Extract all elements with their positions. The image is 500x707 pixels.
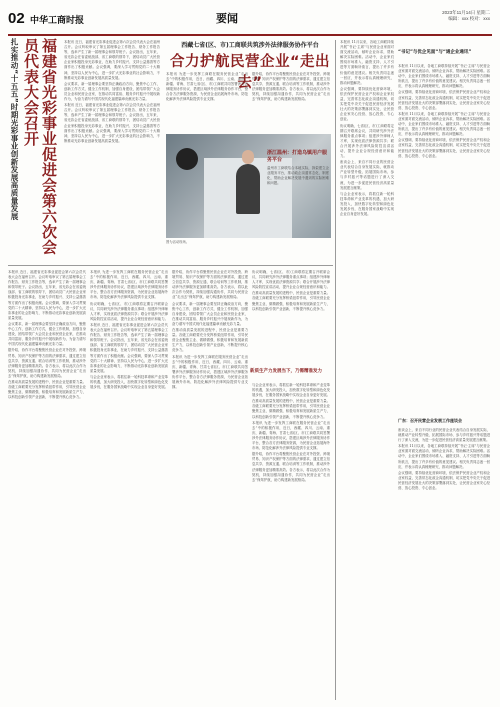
right-mid-p1: 本报讯 11月以来，各地工商联持续开展“书记·主席”与民营企业家面对面交流活动，倾听企业诉求，帮助解决实际困难。活动中，企业家们围绕市场准入、融资支持、人才引进等方面畅所欲言，提出了许多有价值的意见建议。相关负责同志逐一回应，并表示将认真梳理研究，推动问题解决。 — [340, 40, 394, 85]
feature-question-headline: 新质生产力发展当下，乃需精准发力 — [250, 369, 322, 374]
feature-body-text: 据介绍，协作平台将聚焦民营企业在对外投资、跨境贸易、知识产权保护等方面的法律需求，通过建立信息共享、资源互通、联合培训等工作机制，推动涉外法律服务更加精准高效。各方表示，将以此次合作为契机，持续加强沟通协作，共同为民营企业“走出去”保驾护航，助力构建新发展格局。 — [252, 72, 330, 102]
page-number: 02 — [8, 10, 25, 27]
photo-person-head — [242, 150, 254, 164]
lower-col1-p2: 会议要求，新一届理事会要坚持正确政治方向，聚焦中心工作，创新工作方式，健全工作机制，加强自身建设，团结带领广大会员企业和民营企业家，在推动共同富裕、服务乡村振兴中展现新作为，为奋力谱写中国式现代化福建篇章贡献光彩力量。 — [8, 321, 86, 347]
right-col-p1: 本报讯 11月以来，各地工商联持续开展“书记·主席”与民营企业家面对面交流活动，倾听企业诉求，帮助解决实际困难。活动中，企业家们围绕市场准入、融资支持、人才引进等方面畅所欲言，提出了许多有价值的意见建议。相关负责同志逐一回应，并表示将认真梳理研究，推动问题解决。 — [398, 64, 490, 89]
feature-body-col4 — [252, 383, 330, 700]
left-story-body — [64, 40, 160, 262]
left-story-subtitle: 扎实推动“十五五”时期光彩事业创新发展高质量发展 — [10, 38, 19, 221]
lower-column-2 — [90, 270, 168, 700]
right-column-kicker: “书记”与优企见面“与“通企业通讯” — [398, 50, 472, 55]
masthead — [8, 8, 492, 36]
feature-body-repeat: 据介绍，协作平台将聚焦民营企业在对外投资、跨境贸易、知识产权保护等方面的法律需求，通过建立信息共享、资源互通、联合培训等工作机制，推动涉外法律服务更加精准高效。各方表示，将以此次合作为契机，持续加强沟通协作，共同为民营企业“走出去”保驾护航，助力构建新发展格局。 — [252, 452, 330, 482]
lower-col3-p4: 本报讯 为进一步发挥工商联在服务民营企业“走出去”中的积极作用，近日，西藏、四川、云南、重庆、新疆、青海、甘肃七省(区、市)工商联共同签署涉外法律服务协作协议，搭建区域涉外法律服务协作平台，整合各方法律服务资源，为民营企业拓展海外市场、防范化解涉外法律风险提供专业支撑。 — [172, 354, 248, 390]
right-column-body — [398, 64, 490, 414]
left-story-title: 福建省光彩事业促进会第六次会员代表大会召开 — [22, 38, 58, 255]
lower-col3-p3: 在推动高质量发展的进程中，民营企业是重要力量。各级工商联要充分发挥桥梁纽带作用，引导民营企业聚焦主业、做精做强，积极培育和发展新质生产力，以科技创新引领产业创新，不断提升核心竞争力。 — [172, 328, 248, 353]
lower-column-3 — [172, 270, 248, 700]
lower-col3-p2: 会议要求，新一届理事会要坚持正确政治方向，聚焦中心工作，创新工作方式，健全工作机制，加强自身建设，团结带领广大会员企业和民营企业家，在推动共同富裕、服务乡村振兴中展现新作为，为奋力谱写中国式现代化福建篇章贡献光彩力量。 — [172, 301, 248, 326]
feature-sidebar-text: 温州市工商联结合本地实际，探索建立企业服务平台，推动政企沟通常态化、制度化，帮助企业解决发展中遇到的实际困难和问题。 — [267, 166, 329, 186]
lower-col2-p3: 本报讯 近日，福建省光彩事业促进会第六次会员代表大会在福州召开。会议听取审议了第五届理事会工作报告、财务工作报告等，选举产生了新一届理事会和领导班子。会议指出，五年来，省光彩会在省委统战部、省工商联的领导下，团结动员广大民营企业家积极投身光彩事业，在助力乡村振兴、支持公益慈善等方面作出了积极贡献。会议强调，要深入学习贯彻党的二十大精神，坚持以人民为中心，进一步扩大光彩事业的社会影响力，不断推动光彩事业创新发展高质量发展。 — [90, 322, 168, 373]
lower-col3-p1: 据介绍，协作平台将聚焦民营企业在对外投资、跨境贸易、知识产权保护等方面的法律需求，通过建立信息共享、资源互通、联合培训等工作机制，推动涉外法律服务更加精准高效。各方表示，将以此次合作为契机，持续加强沟通协作，共同为民营企业“走出去”保驾护航，助力构建新发展格局。 — [172, 270, 248, 300]
right-mid-p3: 协议明确，七省(区、市)工商联将定期召开联席会议，共同研究涉外法律服务重点事项；组建涉外律师人才库，实现优质法律资源共享；联合开展涉外法律风险防控宣讲活动，提升企业合规经营意识和能力。 — [340, 123, 394, 159]
right-col-p7: 会议强调，要持续优化营商环境，依法保护民营企业产权和企业家权益，完善常态化政企沟通机制，切实把党中央关于促进民营经济发展壮大的决策部署落到实处，让民营企业家安心经营、放心投资、专心创业。 — [398, 470, 490, 491]
lower-col2-p1: 本报讯 为进一步发挥工商联在服务民营企业“走出去”中的积极作用，近日，西藏、四川、云南、重庆、新疆、青海、甘肃七省(区、市)工商联共同签署涉外法律服务协作协议，搭建区域涉外法律服务协作平台，整合各方法律服务资源，为民营企业拓展海外市场、防范化解涉外法律风险提供专业支撑。 — [90, 270, 168, 300]
feature-headline: 合力护航民营企业“走出去” — [169, 54, 331, 91]
left-story-paragraph-3: 本报讯 近日，福建省光彩事业促进会第六次会员代表大会在福州召开。会议听取审议了第五届理事会工作报告、财务工作报告等，选举产生了新一届理事会和领导班子。会议指出，五年来，省光彩会在省委统战部、省工商联的领导下，团结动员广大民营企业家积极投身光彩事业，在助力乡村振兴、支持公益慈善等方面作出了积极贡献。会议强调，要深入学习贯彻党的二十大精神，坚持以人民为中心，进一步扩大光彩事业的社会影响力，不断推动光彩事业创新发展高质量发展。 — [64, 103, 160, 143]
lower-col2-p2: 协议明确，七省(区、市)工商联将定期召开联席会议，共同研究涉外法律服务重点事项；组建涉外律师人才库，实现优质法律资源共享；联合开展涉外法律风险防控宣讲活动，提升企业合规经营意识和能力。 — [90, 301, 168, 321]
right-mid-p4: 座谈会上，来自不同行业的民营企业代表结合自身发展实际，就推动产业转型升级、拓展国际市场、参与乡村振兴等话题进行了深入交流，为进一步促进民营经济高质量发展建言献策。 — [340, 160, 394, 190]
right-col-p3: 本报讯 11月以来，各地工商联持续开展“书记·主席”与民营企业家面对面交流活动，倾听企业诉求，帮助解决实际困难。活动中，企业家们围绕市场准入、融资支持、人才引进等方面畅所欲言，提出了许多有价值的意见建议。相关负责同志逐一回应，并表示将认真梳理研究，推动问题解决。 — [398, 111, 490, 137]
lower-column-1 — [8, 270, 86, 700]
right-col-p4: 会议强调，要持续优化营商环境，依法保护民营企业产权和企业家权益，完善常态化政企沟通机制，切实把党中央关于促进民营经济发展壮大的决策部署落到实处，让民营企业家安心经营、放心投资、专心创业。 — [398, 138, 490, 158]
feature-lead-text: 本报讯 为进一步发挥工商联在服务民营企业“走出去”中的积极作用，近日，西藏、四川、云南、重庆、新疆、青海、甘肃七省(区、市)工商联共同签署涉外法律服务协作协议，搭建区域涉外法律服务协作平台，整合各方法律服务资源，为民营企业拓展海外市场、防范化解涉外法律风险提供专业支撑。 — [166, 72, 248, 102]
date-line — [442, 10, 490, 22]
lower-col1-p1: 本报讯 近日，福建省光彩事业促进会第六次会员代表大会在福州召开。会议听取审议了第五届理事会工作报告、财务工作报告等，选举产生了新一届理事会和领导班子。会议指出，五年来，省光彩会在省委统战部、省工商联的领导下，团结动员广大民营企业家积极投身光彩事业，在助力乡村振兴、支持公益慈善等方面作出了积极贡献。会议强调，要深入学习贯彻党的二十大精神，坚持以人民为中心，进一步扩大光彩事业的社会影响力，不断推动光彩事业创新发展高质量发展。 — [8, 270, 86, 320]
feature-body3-repeat: 在推动高质量发展的进程中，民营企业是重要力量。各级工商联要充分发挥桥梁纽带作用，引导民营企业聚焦主业、做精做强，积极培育和发展新质生产力，以科技创新引领产业创新，不断提升核心竞争力。 — [252, 399, 330, 419]
right-middle-column — [340, 40, 394, 700]
date-line-1: 2023年11月14日 星期二 — [442, 10, 490, 15]
right-column-body-2 — [398, 428, 490, 700]
feature-lead-repeat: 本报讯 为进一步发挥工商联在服务民营企业“走出去”中的积极作用，近日，西藏、四川、云南、重庆、新疆、青海、甘肃七省(区、市)工商联共同签署涉外法律服务协作协议，搭建区域涉外法律服务协作平台，整合各方法律服务资源，为民营企业拓展海外市场、防范化解涉外法律风险提供专业支撑。 — [252, 420, 330, 451]
section-title: 要闻 — [216, 12, 238, 25]
photo-caption: 图为活动现场。 — [166, 240, 190, 244]
feature-sidebar-body — [267, 166, 329, 238]
feature-kicker: 西藏七省(区、市)工商联共筑涉外法律服务协作平台 — [181, 42, 319, 49]
feature-sidebar-headline: 浙江温州：打造乌镇用户服务平台 — [267, 150, 328, 163]
photo-person — [236, 164, 260, 214]
right-mid-p2: 会议强调，要持续优化营商环境，依法保护民营企业产权和企业家权益，完善常态化政企沟通机制，切实把党中央关于促进民营经济发展壮大的决策部署落到实处，让民营企业家安心经营、放心投资、专心创业。 — [340, 86, 394, 122]
right-mid-p5: 与会企业家表示，将抓住新一轮科技革命和产业变革的机遇，加大研发投入，加快数字化转型和绿色化发展步伐，在服务国家战略中实现企业自身更好发展。 — [340, 191, 394, 217]
lower-col1-p4: 在推动高质量发展的进程中，民营企业是重要力量。各级工商联要充分发挥桥梁纽带作用，引导民营企业聚焦主业、做精做强，积极培育和发展新质生产力，以科技创新引领产业创新，不断提升核心竞争力。 — [8, 379, 86, 400]
column-divider — [335, 40, 336, 700]
feature-body2-text: 协议明确，七省(区、市)工商联将定期召开联席会议，共同研究涉外法律服务重点事项；组建涉外律师人才库，实现优质法律资源共享；联合开展涉外法律风险防控宣讲活动，提升企业合规经营意识和能力。 — [252, 270, 330, 290]
right-col-p5: 座谈会上，来自不同行业的民营企业代表结合自身发展实际，就推动产业转型升级、拓展国际市场、参与乡村振兴等话题进行了深入交流，为进一步促进民营经济高质量发展建言献策。 — [398, 428, 490, 443]
date-line-2: 编辑：xxx 校对：xxx — [448, 16, 490, 21]
feature-body3-text: 在推动高质量发展的进程中，民营企业是重要力量。各级工商联要充分发挥桥梁纽带作用，引导民营企业聚焦主业、做精做强，积极培育和发展新质生产力，以科技创新引领产业创新，不断提升核心竞争力。 — [252, 291, 330, 311]
lower-col2-p4: 与会企业家表示，将抓住新一轮科技革命和产业变革的机遇，加大研发投入，加快数字化转型和绿色化发展步伐，在服务国家战略中实现企业自身更好发展。 — [90, 374, 168, 390]
right-column-subhead: 广东：召开民营企业发展工作座谈会 — [398, 418, 462, 423]
right-col-p6: 本报讯 11月以来，各地工商联持续开展“书记·主席”与民营企业家面对面交流活动，倾听企业诉求，帮助解决实际困难。活动中，企业家们围绕市场准入、融资支持、人才引进等方面畅所欲言，提出了许多有价值的意见建议。相关负责同志逐一回应，并表示将认真梳理研究，推动问题解决。 — [398, 444, 490, 469]
left-story-paragraph-1: 本报讯 近日，福建省光彩事业促进会第六次会员代表大会在福州召开。会议听取审议了第五届理事会工作报告、财务工作报告等，选举产生了新一届理事会和领导班子。会议指出，五年来，省光彩会在省委统战部、省工商联的领导下，团结动员广大民营企业家积极投身光彩事业，在助力乡村振兴、支持公益慈善等方面作出了积极贡献。会议强调，要深入学习贯彻党的二十大精神，坚持以人民为中心，进一步扩大光彩事业的社会影响力，不断推动光彩事业创新发展高质量发展。 — [64, 40, 160, 80]
paper-name: 中华工商时报 — [30, 15, 85, 25]
feature-body-col2 — [252, 72, 330, 132]
divider — [8, 265, 333, 266]
photo-camera — [176, 148, 198, 170]
lower-col1-p3: 据介绍，协作平台将聚焦民营企业在对外投资、跨境贸易、知识产权保护等方面的法律需求，通过建立信息共享、资源互通、联合培训等工作机制，推动涉外法律服务更加精准高效。各方表示，将以此次合作为契机，持续加强沟通协作，共同为民营企业“走出去”保驾护航，助力构建新发展格局。 — [8, 348, 86, 378]
feature-body-col3 — [252, 270, 330, 365]
left-story-paragraph-2: 会议要求，新一届理事会要坚持正确政治方向，聚焦中心工作，创新工作方式，健全工作机制，加强自身建设，团结带领广大会员企业和民营企业家，在推动共同富裕、服务乡村振兴中展现新作为，为奋力谱写中国式现代化福建篇章贡献光彩力量。 — [64, 81, 160, 102]
left-story-headline — [10, 38, 60, 263]
feature-body4-text: 与会企业家表示，将抓住新一轮科技革命和产业变革的机遇，加大研发投入，加快数字化转型和绿色化发展步伐，在服务国家战略中实现企业自身更好发展。 — [252, 383, 330, 398]
right-col-p2: 会议强调，要持续优化营商环境，依法保护民营企业产权和企业家权益，完善常态化政企沟通机制，切实把党中央关于促进民营经济发展壮大的决策部署落到实处，让民营企业家安心经营、放心投资、专心创业。 — [398, 90, 490, 110]
feature-lead — [166, 72, 248, 132]
